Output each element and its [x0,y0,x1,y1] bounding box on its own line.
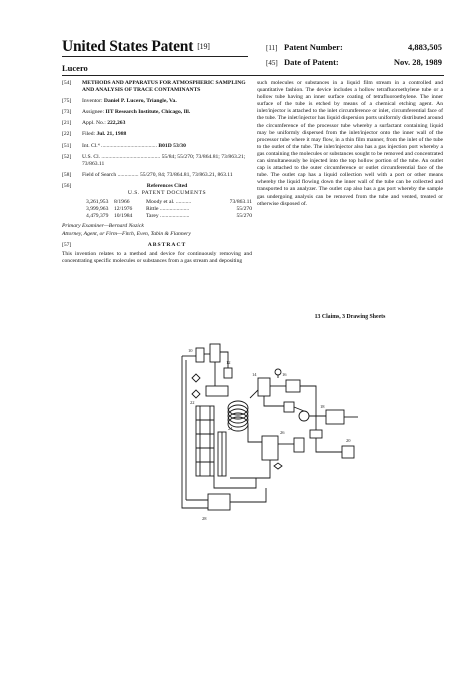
field-assignee [62,109,252,116]
field-int-cl [62,143,252,150]
ref-number: 3,999,963 [86,206,109,213]
patent-date: Nov. 28, 1989 [393,57,442,67]
svg-text:22: 22 [190,400,195,405]
us-cl-label: U.S. Cl. .......................................... [82,153,161,160]
patent-number-label: Patent Number: [284,42,343,52]
svg-text:28: 28 [202,516,207,521]
search-label: Field of Search ............... [82,171,139,178]
appl-value: 222,263 [107,120,126,127]
field-code: [57] [62,241,72,248]
patent-number: 4,883,505 [408,42,442,52]
abstract-heading: ABSTRACT [147,241,187,248]
field-code: [52] [62,153,72,160]
patent-date-line [266,57,444,67]
patent-number-line [266,42,444,52]
ref-number: 4,479,379 [86,213,109,220]
attorney-agent: Attorney, Agent, or Firm—Fitch, Even, Tabin & Flannery [62,230,191,237]
svg-text:24: 24 [228,426,233,431]
field-code: [56] [62,182,72,189]
svg-text:18: 18 [320,404,325,409]
ref-name: Tarey ..................... [146,213,190,220]
reference-row [86,213,252,220]
ref-date: 12/1976 [114,206,133,213]
svg-text:10: 10 [188,348,193,353]
inventor-surname: Lucero [62,63,88,73]
abstract-text-right: such molecules or substances in a liquid film stream in a controlled and quantitative fashion. The device includes a hollow tetrafluoroethylene tube or a hollow tube having an inner surface coating of tetrafluoroethylene. The inner surface of the tube is etched by means of a chemical etching agent. An inlet/injector is attached to the inlet circumference or inlet, circumferential face of the tube. The inlet/injector has liquid dispersion ports uniformly distributed around the circumference of the processor tube whereby a surfactant containing liquid may be uniformly dispersed from the inlet/injector onto the inner wall of the processor tube where it may flow, in a thin film manner, from the inlet of the tube to the outlet of the tube. The inlet/injector also has a gas injection port whereby a gas containing the molecules or substances sought to be removed and concentrated can simultaneously be injected into the top hollow portion of the tube. An outlet cap is attached to the outer circumference or outlet circumferential face of the tube. The outlet cap has a liquid collection well with a port or other means whereby the liquid flowing down the inner wall of the tube can be collected and transported to an analyzer. The outlet cap also has a gas port whereby the sample gas undergoing analysis can be removed from the tube and vented, treated or otherwise disposed of. [257,80,443,207]
appl-label: Appl. No.: [82,120,106,127]
reference-row [86,206,252,213]
field-appl-no [62,120,252,127]
references-heading-row [62,183,252,190]
field-us-cl [62,154,252,168]
ref-class: 55/270 [236,213,252,220]
field-code: [54] [62,80,72,86]
date-label: Date of Patent: [284,57,339,67]
inventor-value: Daniel P. Lucero, Triangle, Va. [103,98,177,105]
filed-label: Filed: [82,131,96,138]
header-rule-left [62,56,248,57]
primary-examiner: Primary Examiner—Bernard Nozick [62,223,144,230]
field-inventor [62,98,252,105]
title-code: [19] [197,42,210,51]
ref-date: 8/1966 [114,199,130,206]
inventor-label: Inventor: [82,98,103,105]
svg-text:12: 12 [226,360,231,365]
field-code: [21] [62,120,72,127]
field-code: [73] [62,109,72,116]
ref-name: Rittle ..................... [146,206,190,213]
field-code: [51] [62,142,72,149]
filed-value: Jul. 21, 1988 [96,131,127,138]
svg-text:20: 20 [346,438,351,443]
int-cl-label: Int. Cl.⁴ ........................................ [82,142,157,149]
assignee-label: Assignee: [82,109,105,116]
invention-title: METHODS AND APPARATUS FOR ATMOSPHERIC SAMPLING AND ANALYSIS OF TRACE CONTAMINANTS [82,80,246,94]
svg-text:16: 16 [282,372,287,377]
ref-class: 73/863.11 [229,199,252,206]
field-code: [75] [62,98,72,105]
field-filed [62,131,252,138]
ref-name: Moody et al. ........... [146,199,192,206]
us-cl-value: 55/84; 55/270; 73/864.81; 73/863.21; 73/863.11 [82,153,246,167]
date-code: [45] [266,59,278,67]
title-text: United States Patent [62,38,194,55]
field-code: [22] [62,131,72,138]
bibliographic-column [62,80,252,265]
int-cl-value: B01D 53/30 [158,142,186,149]
ref-number: 3,261,953 [86,199,109,206]
reference-list [62,199,252,220]
abstract-heading-row [62,242,252,249]
patent-office-title [62,38,210,56]
assignee-value: IIT Research Institute, Chicago, Ill. [105,109,191,116]
field-title [62,80,252,94]
references-heading: References Cited [146,182,188,189]
us-patent-documents-heading: U.S. PATENT DOCUMENTS [127,190,207,197]
field-code: [58] [62,171,72,178]
svg-text:14: 14 [252,372,257,377]
abstract-text-left: This invention relates to a method and device for continuously removing and concentrating specific molecules or substances from a gas stream and depositing [62,250,252,264]
apparatus-drawing [166,338,366,528]
ref-date: 10/1984 [114,213,133,220]
field-search [62,172,252,179]
search-value: 55/270, 84; 73/864.81, 73/863.21, 863.11 [139,171,233,178]
patent-number-code: [11] [266,44,278,52]
ref-class: 55/270 [236,206,252,213]
claims-count: 13 Claims, 3 Drawing Sheets [314,314,386,320]
reference-row [86,199,252,206]
header-rule-bottom [62,75,444,76]
svg-text:26: 26 [280,430,285,435]
